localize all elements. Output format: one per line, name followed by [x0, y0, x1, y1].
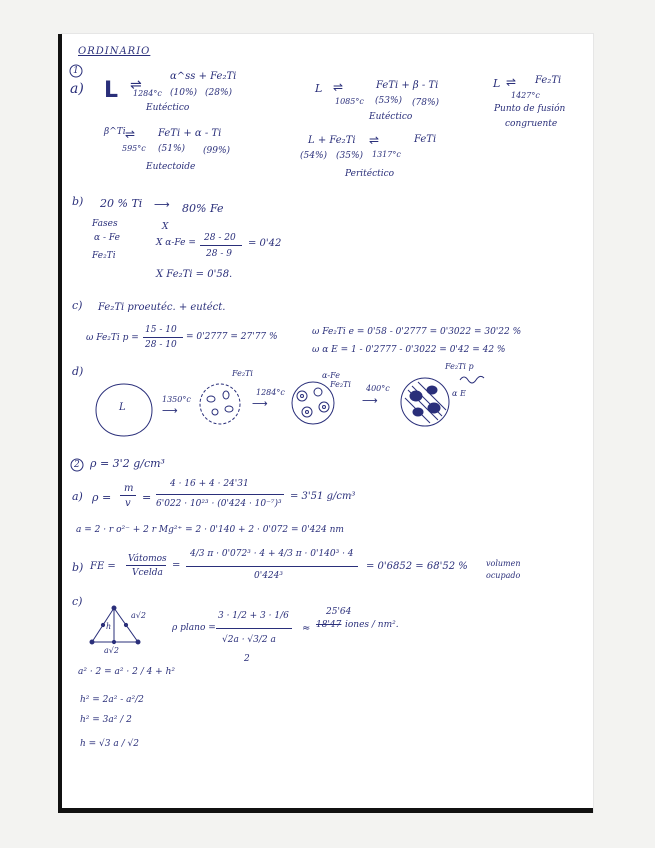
- q1d-label: d): [72, 365, 84, 378]
- equilibrium-arrow-icon: ⇌: [369, 133, 380, 147]
- question-2-number: 2: [74, 460, 80, 470]
- q1a-r5-product: FeTi: [414, 134, 437, 145]
- q1a-r5-comp2: (35%): [336, 151, 364, 161]
- equilibrium-arrow-icon: ⇌: [506, 75, 517, 89]
- q2a-lattice-parameter: a = 2 · r o²⁻ + 2 r Mg²⁺ = 2 · 0'140 + 2 · 0'072 = 0'424 nm: [76, 525, 344, 535]
- arrow-right-icon: ⟶: [252, 397, 268, 410]
- equilibrium-arrow-icon: ⇌: [125, 127, 136, 141]
- fraction-bar: [120, 495, 136, 496]
- q2-density: ρ = 3'2 g/cm³: [90, 457, 165, 470]
- q1a-r5-comp1: (54%): [300, 151, 328, 161]
- squiggle-mark: [458, 372, 488, 384]
- q1d-stage4-label1: Fe₂Ti p: [445, 362, 474, 371]
- q2c-result-unit: iones / nm².: [345, 620, 399, 630]
- q2a-numerator: 4 · 16 + 4 · 24'31: [170, 479, 249, 489]
- q1d-arrow2-temperature: 1284°c: [256, 388, 285, 397]
- q1a-r3-left: L: [493, 77, 501, 90]
- q1a-r1-left: L: [104, 78, 119, 103]
- q2c-rho-plano: ρ plano =: [172, 623, 216, 633]
- q1a-r2-left: L: [315, 82, 323, 95]
- q2a-result: = 3'51 g/cm³: [290, 491, 356, 502]
- q1a-r2-comp2: (78%): [412, 98, 440, 108]
- q1d-arrow3-temperature: 400°c: [366, 384, 390, 393]
- q2c-numerator: 3 · 1/2 + 3 · 1/6: [218, 611, 289, 621]
- stage-final-microstructure-circle: [398, 376, 452, 428]
- q2b-note2: ocupado: [486, 571, 521, 580]
- q1c-heading: Fe₂Ti proeutéc. + eutéct.: [98, 302, 226, 313]
- q1a-label: a): [70, 81, 84, 97]
- q1a-r4-comp1: (51%): [158, 144, 186, 154]
- q1b-phase2: Fe₂Ti: [92, 251, 116, 261]
- q1a-r2-comp1: (53%): [375, 96, 403, 106]
- page-title: ORDINARIO: [78, 46, 151, 57]
- q1a-r2-name: Eutéctico: [369, 112, 413, 122]
- q1a-r4-product: FeTi + α - Ti: [158, 128, 222, 139]
- q2a-denominator: 6'022 · 10²³ · (0'424 · 10⁻⁷)³: [156, 499, 282, 509]
- arrow-right-icon: ⟶: [362, 394, 378, 407]
- q1a-r2-product: FeTi + β - Ti: [376, 80, 439, 91]
- question-1-number: 1: [73, 66, 79, 76]
- q1d-stage1-label: L: [119, 402, 126, 413]
- page-edge-bottom: [58, 808, 593, 813]
- q2c-label: c): [72, 595, 83, 608]
- q2a-m: m: [124, 483, 134, 494]
- q2b-note1: volumen: [486, 559, 521, 568]
- fraction-bar: [143, 337, 183, 338]
- q1a-r3-name1: Punto de fusión: [494, 104, 566, 114]
- fraction-bar: [156, 494, 284, 495]
- q1b-eq1-left: X α-Fe =: [156, 238, 196, 248]
- q2c-result-top: 25'64: [326, 607, 352, 617]
- q1b-phase1: α - Fe: [94, 233, 120, 243]
- q1d-stage3-label2: Fe₂Ti: [330, 380, 351, 389]
- q2b-lhs: FE =: [90, 561, 116, 572]
- q2b-numerator: 4/3 π · 0'072³ · 4 + 4/3 π · 0'140³ · 4: [190, 549, 354, 559]
- q1d-stage2-label: Fe₂Ti: [232, 369, 253, 378]
- stage-solidifying-circle: [196, 382, 244, 426]
- q1c-eq1-denominator: 28 - 10: [145, 340, 177, 350]
- q1a-r1-temperature: 1284°c: [133, 89, 162, 98]
- fraction-bar: [126, 565, 166, 566]
- q1d-stage4-label2: α E: [452, 389, 466, 398]
- q1c-eq2: ω Fe₂Ti e = 0'58 - 0'2777 = 0'3022 = 30'22 %: [312, 327, 522, 337]
- q1b-eq2: X Fe₂Ti = 0'58.: [156, 269, 233, 280]
- q1a-r3-name2: congruente: [505, 119, 558, 129]
- arrow-right-icon: ⟶: [154, 198, 170, 211]
- q2b-label: b): [72, 561, 84, 574]
- q1b-label: b): [72, 195, 84, 208]
- q2c-eq-b: h² = 2a² - a²/2: [80, 695, 144, 705]
- q1b-eq1-denominator: 28 - 9: [206, 249, 232, 259]
- q2c-denominator: √2a · √3/2 a: [222, 635, 276, 645]
- q1b-heading-right: 80% Fe: [182, 202, 224, 215]
- q1a-r5-temperature: 1317°c: [372, 150, 401, 159]
- q1b-eq1-result: = 0'42: [248, 238, 282, 249]
- q1a-r5-name: Peritéctico: [345, 169, 395, 179]
- equilibrium-arrow-icon: ⇌: [333, 80, 344, 94]
- q1b-fases: Fases: [92, 219, 118, 229]
- q2b-equals: =: [172, 560, 181, 571]
- q1c-eq3: ω α E = 1 - 0'2777 - 0'3022 = 0'42 = 42 %: [312, 345, 506, 355]
- q1a-r4-temperature: 595°c: [122, 144, 146, 153]
- q1a-r4-comp2: (99%): [203, 146, 231, 156]
- q2a-label: a): [72, 490, 83, 503]
- fraction-bar: [186, 566, 358, 567]
- q2a-v: v: [125, 498, 131, 509]
- q2c-eq-c: h² = 3a² / 2: [80, 715, 132, 725]
- q2c-eq-d: h = √3 a / √2: [80, 739, 139, 749]
- q2b-lhs-numerator: Vátomos: [128, 554, 167, 564]
- q1b-heading-left: 20 % Ti: [100, 197, 143, 210]
- q2c-eq-a: a² · 2 = a² · 2 / 4 + h²: [78, 667, 175, 677]
- q1c-eq1-result: = 0'2777 = 27'77 %: [186, 332, 278, 342]
- q1d-stage3-label1: α-Fe: [322, 371, 340, 380]
- q1a-r2-temperature: 1085°c: [335, 97, 364, 106]
- q2c-approx: ≈: [302, 623, 311, 634]
- q1a-r1-product: α^ss + Fe₂Ti: [170, 71, 237, 82]
- q2b-lhs-denominator: Vcelda: [132, 568, 163, 578]
- q1a-r1-comp1: (10%): [170, 88, 198, 98]
- q1d-arrow1-temperature: 1350°c: [162, 395, 191, 404]
- q2c-triangle-side: a√2: [131, 611, 146, 620]
- q2b-result: = 0'6852 = 68'52 %: [366, 561, 468, 572]
- q2a-lhs: ρ =: [92, 491, 112, 504]
- q1a-r3-temperature: 1427°c: [511, 91, 540, 100]
- arrow-right-icon: ⟶: [162, 404, 178, 417]
- q1a-r5-left: L + Fe₂Ti: [308, 135, 356, 146]
- q2c-triangle-height: h: [106, 622, 112, 631]
- q1a-r1-name: Eutéctico: [146, 103, 190, 113]
- q1a-r1-comp2: (28%): [205, 88, 233, 98]
- q2c-denominator2: 2: [244, 654, 250, 664]
- q1a-r4-left: β^Ti: [104, 127, 126, 137]
- q1c-eq1-left: ω Fe₂Ti p =: [86, 333, 139, 343]
- q1c-label: c): [72, 299, 83, 312]
- q2a-equals: =: [142, 491, 152, 504]
- q2b-denominator: 0'424³: [254, 571, 283, 581]
- page-edge-left: [58, 34, 62, 812]
- q1a-r3-product: Fe₂Ti: [535, 75, 562, 86]
- equilibrium-arrow-icon: ⇌: [130, 77, 142, 93]
- q2c-result-struck: 18'47: [316, 620, 342, 630]
- fraction-bar: [200, 245, 242, 246]
- q2c-triangle-base: a√2: [104, 646, 119, 655]
- q1b-eq1-numerator: 28 - 20: [204, 233, 236, 243]
- q1b-x-mark: X: [162, 222, 169, 232]
- q1c-eq1-numerator: 15 - 10: [145, 325, 177, 335]
- fraction-bar: [216, 628, 292, 629]
- q1a-r4-name: Eutectoide: [146, 162, 196, 172]
